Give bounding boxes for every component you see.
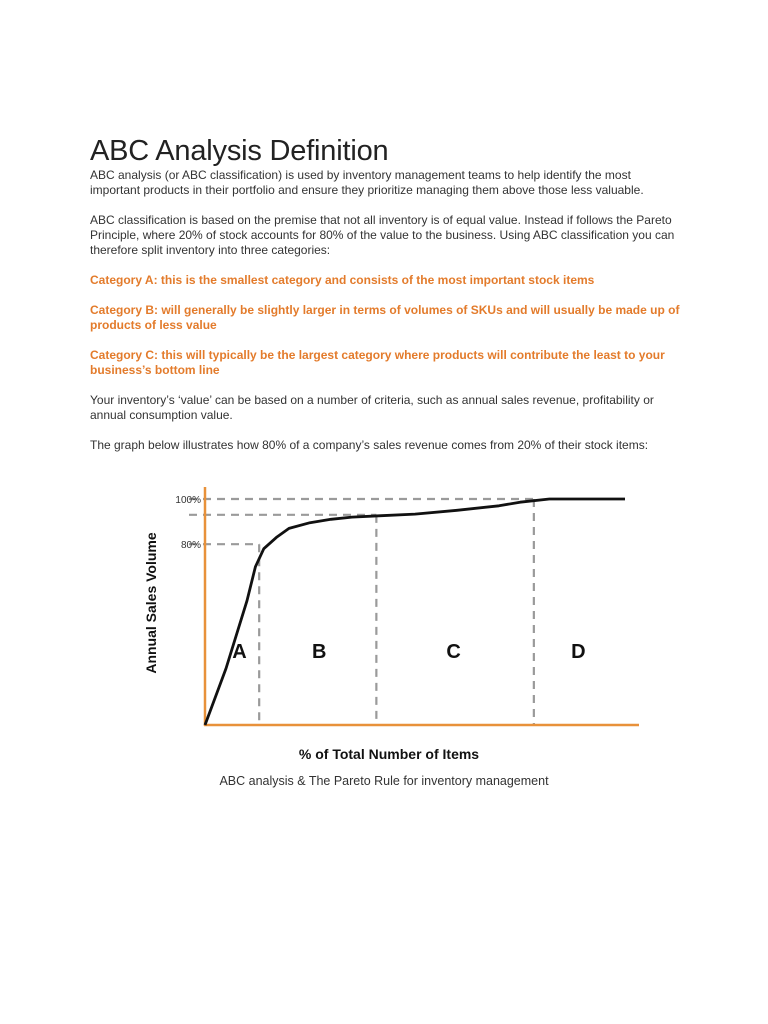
region-label: A	[232, 641, 247, 663]
category-b-text: Category B: will generally be slightly larger in terms of volumes of SKUs and will usually be made up of products of less value	[90, 303, 680, 332]
value-paragraph: Your inventory’s ‘value’ can be based on a number of criteria, such as annual sales revenue, profitability or annual consumption value.	[90, 393, 654, 422]
figure-caption: ABC analysis & The Pareto Rule for inventory management	[219, 774, 549, 788]
category-a-text: Category A: this is the smallest category and consists of the most important stock items	[90, 273, 595, 287]
premise-paragraph: ABC classification is based on the premise that not all inventory is of equal value. Instead if follows the Pareto Principle, where 20% of stock accounts for 80% of the value to the business. Using ABC classification you can therefore split inventory into three categories:	[90, 213, 675, 257]
region-label: B	[312, 641, 327, 663]
region-label: D	[571, 641, 586, 663]
y-tick-label: 80%	[180, 540, 201, 552]
chart-background	[119, 463, 649, 775]
x-axis-label: % of Total Number of Items	[298, 746, 480, 762]
region-label: C	[446, 641, 461, 663]
y-tick-label: 100%	[175, 495, 201, 506]
document-body	[90, 134, 680, 453]
page-title: ABC Analysis Definition	[90, 135, 389, 167]
category-c-text: Category C: this will typically be the largest category where products will contribute the least to your business’s bottom line	[90, 348, 665, 377]
graph-intro-paragraph: The graph below illustrates how 80% of a company’s sales revenue comes from 20% of their stock items:	[90, 438, 649, 452]
pareto-chart	[119, 463, 649, 775]
intro-paragraph: ABC analysis (or ABC classification) is used by inventory management teams to help identify the most important products in their portfolio and ensure they prioritize managing them above those less valuable.	[90, 168, 644, 197]
y-axis-label: Annual Sales Volume	[143, 532, 159, 674]
pareto-chart-figure	[119, 463, 649, 775]
